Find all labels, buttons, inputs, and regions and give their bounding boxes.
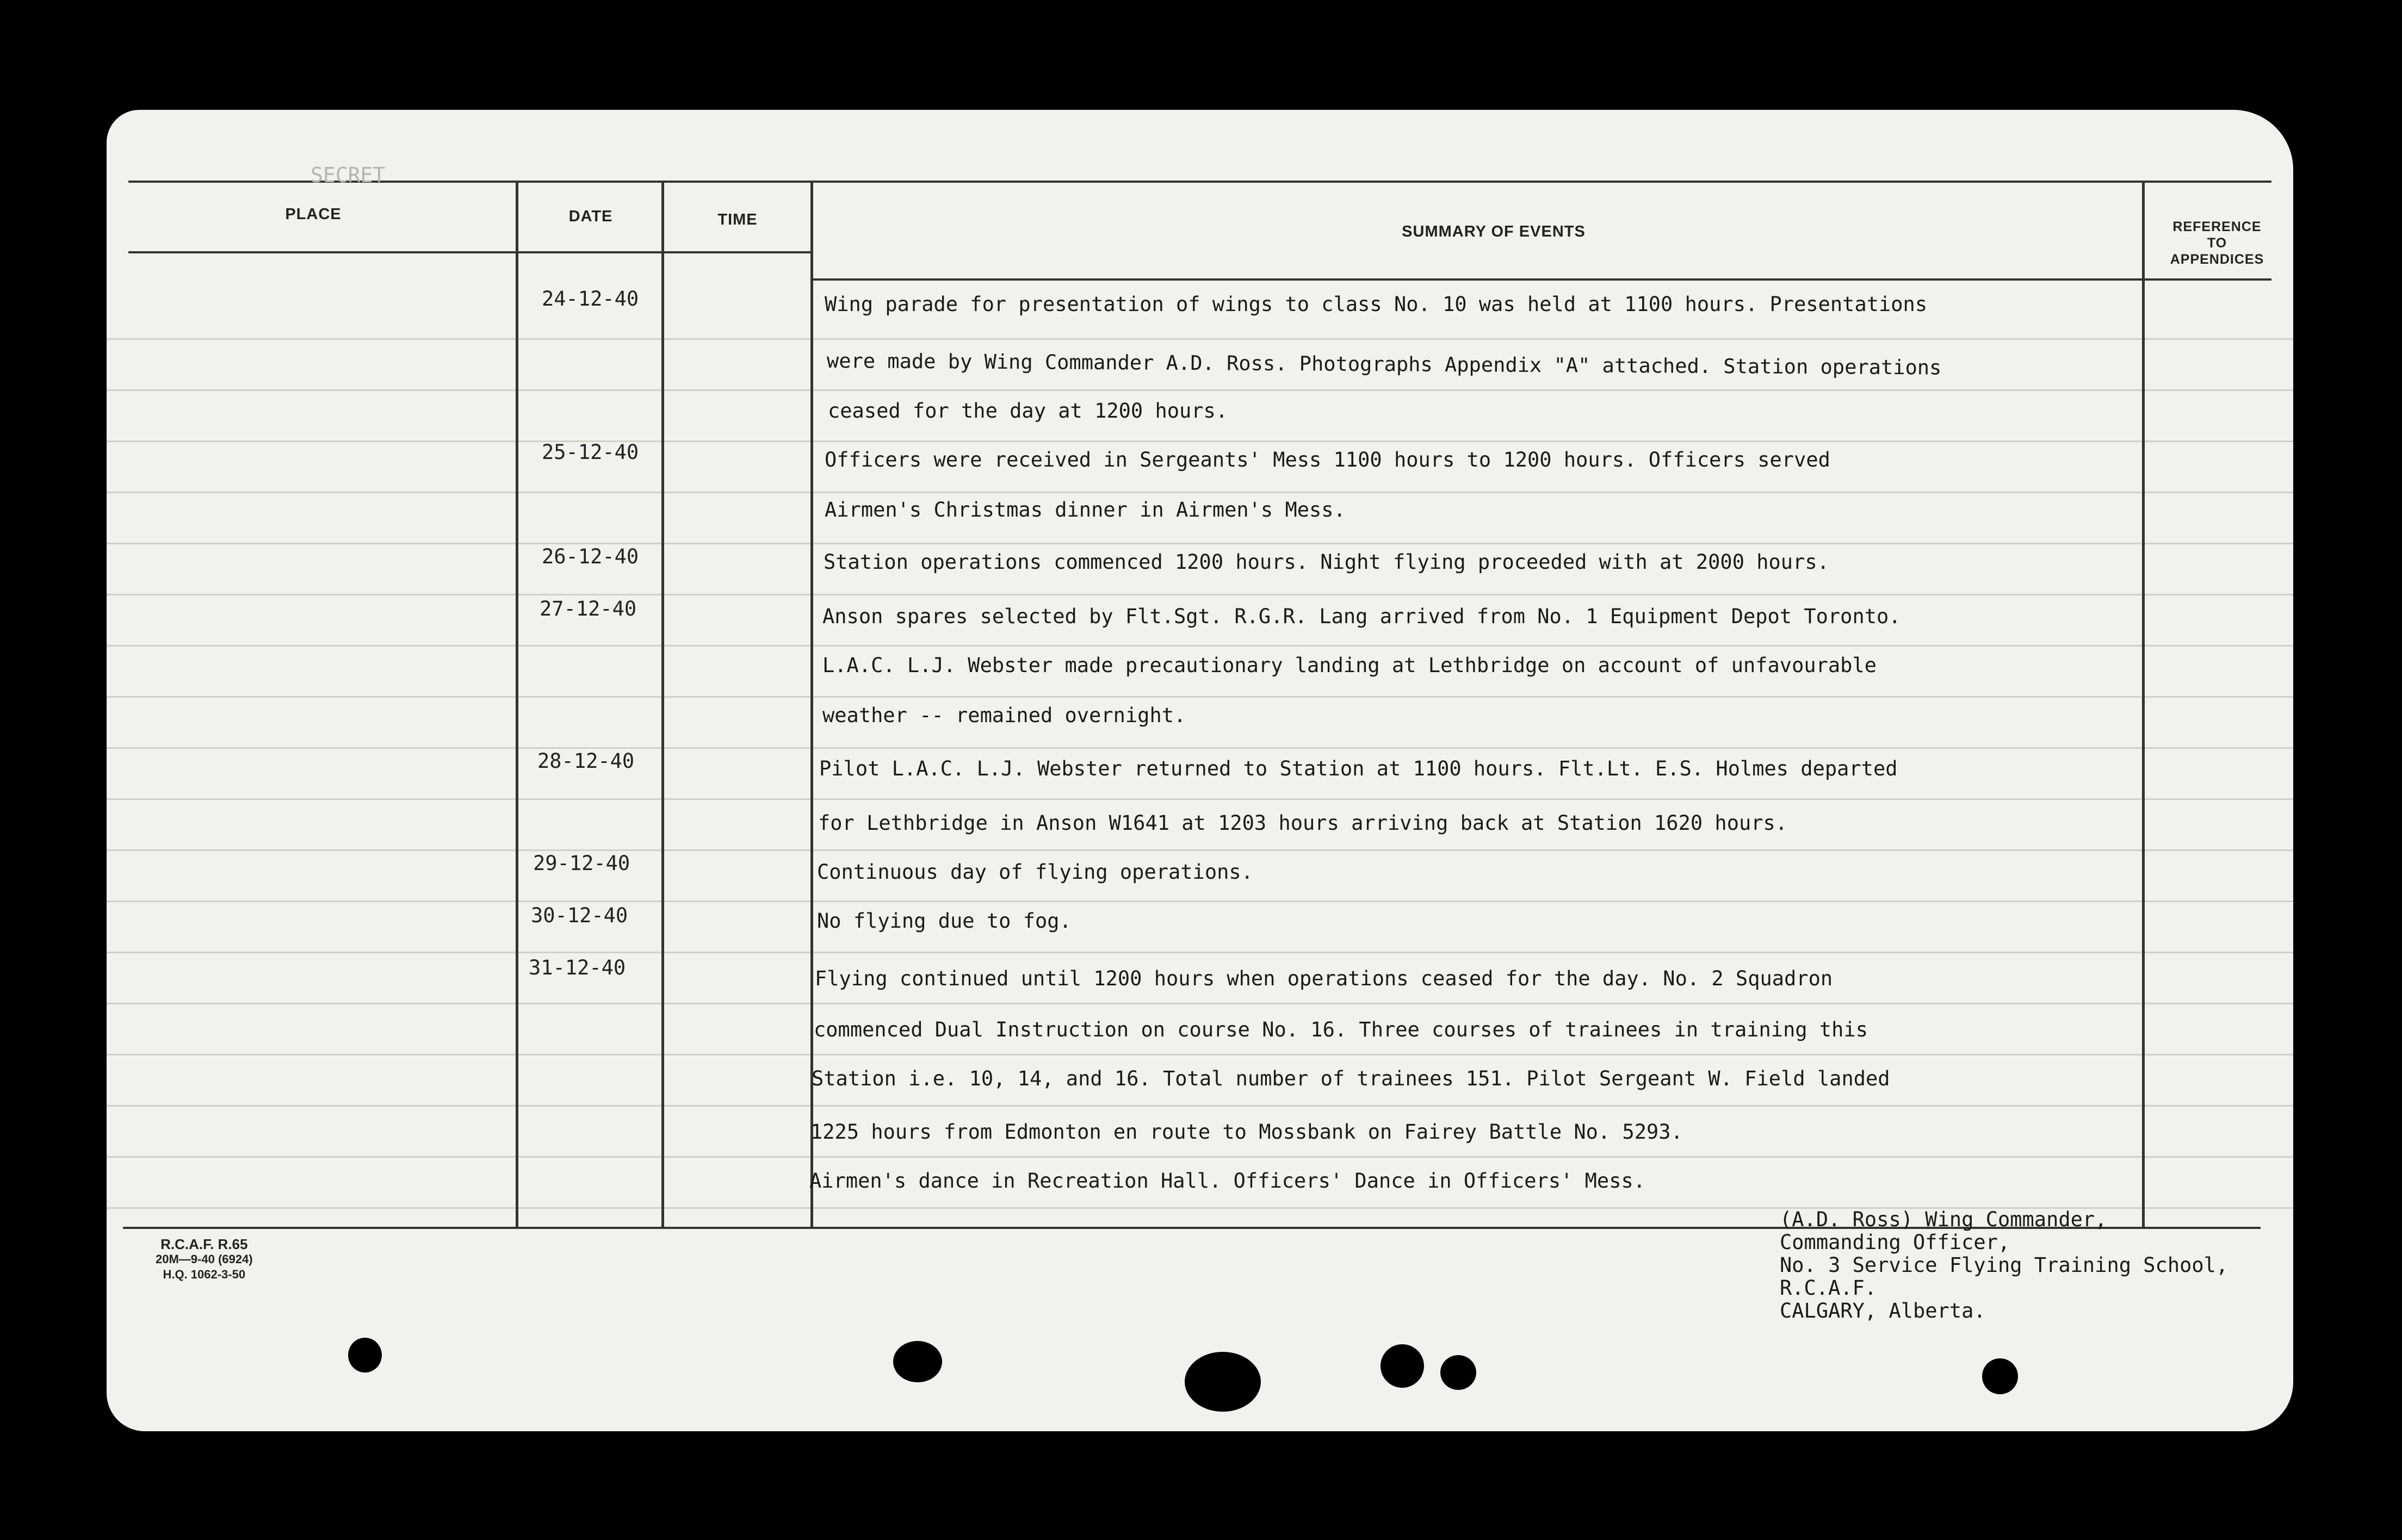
entry-date: 30-12-40 bbox=[531, 904, 628, 927]
summary-line: Airmen's dance in Recreation Hall. Officers' Dance in Officers' Mess. bbox=[809, 1169, 1646, 1193]
ruled-line bbox=[107, 798, 2293, 800]
secret-stamp: SECRET bbox=[311, 163, 386, 187]
summary-line: ceased for the day at 1200 hours. bbox=[828, 399, 1228, 423]
summary-line: L.A.C. L.J. Webster made precautionary landing at Lethbridge on account of unfavourable bbox=[822, 654, 1877, 677]
entry-date: 26-12-40 bbox=[542, 545, 639, 568]
signature-line: CALGARY, Alberta. bbox=[1780, 1299, 1986, 1322]
header-date: DATE bbox=[568, 208, 613, 225]
header-bottom-rule-summary bbox=[810, 278, 2142, 281]
signature-line: (A.D. Ross) Wing Commander, bbox=[1780, 1208, 2107, 1231]
summary-line: Anson spares selected by Flt.Sgt. R.G.R. Lang arrived from No. 1 Equipment Depot Toronto. bbox=[822, 605, 1901, 628]
ruled-line bbox=[107, 1105, 2293, 1107]
punch-hole bbox=[1380, 1344, 1424, 1388]
signature-line: No. 3 Service Flying Training School, bbox=[1780, 1253, 2228, 1277]
ruled-line bbox=[107, 594, 2293, 595]
ruled-line bbox=[107, 645, 2293, 647]
entry-date: 28-12-40 bbox=[537, 749, 635, 773]
signature-line: R.C.A.F. bbox=[1780, 1276, 1877, 1300]
ruled-line bbox=[107, 696, 2293, 698]
logbook-page bbox=[107, 110, 2293, 1431]
summary-line: Officers were received in Sergeants' Mess 1100 hours to 1200 hours. Officers served bbox=[825, 448, 1830, 471]
header-reference-line1: REFERENCE bbox=[2172, 219, 2262, 234]
summary-line: Continuous day of flying operations. bbox=[817, 860, 1253, 884]
summary-line: Flying continued until 1200 hours when operations ceased for the day. No. 2 Squadron bbox=[815, 967, 1833, 990]
entry-date: 29-12-40 bbox=[533, 852, 630, 875]
ruled-line bbox=[107, 543, 2293, 544]
header-top-rule bbox=[128, 181, 2271, 183]
ruled-line bbox=[107, 338, 2293, 340]
ruled-line bbox=[107, 492, 2293, 493]
punch-hole bbox=[348, 1338, 382, 1373]
column-divider-place-date bbox=[516, 181, 518, 1227]
form-number-line2: 20M—9-40 (6924) bbox=[156, 1252, 253, 1266]
header-bottom-rule-ref bbox=[2142, 278, 2271, 281]
summary-line: No flying due to fog. bbox=[817, 909, 1072, 933]
punch-hole bbox=[893, 1341, 942, 1382]
form-number bbox=[156, 1237, 253, 1282]
entry-date: 24-12-40 bbox=[542, 287, 639, 311]
punch-hole bbox=[1185, 1352, 1261, 1412]
form-number-line3: H.Q. 1062-3-50 bbox=[163, 1268, 246, 1281]
header-summary-of-events: SUMMARY OF EVENTS bbox=[1402, 223, 1586, 240]
summary-line: were made by Wing Commander A.D. Ross. Photographs Appendix "A" attached. Station operations bbox=[826, 349, 1942, 380]
header-time: TIME bbox=[717, 211, 758, 228]
signature-line: Commanding Officer, bbox=[1780, 1231, 2010, 1254]
ruled-line bbox=[107, 952, 2293, 953]
ruled-line bbox=[107, 901, 2293, 902]
header-reference-line2: TO bbox=[2207, 235, 2227, 251]
ruled-line bbox=[107, 1003, 2293, 1004]
summary-line: weather -- remained overnight. bbox=[822, 704, 1186, 727]
header-bottom-rule-left bbox=[128, 251, 810, 253]
entry-date: 27-12-40 bbox=[540, 597, 637, 620]
signature-block bbox=[1780, 1208, 2228, 1322]
summary-line: 1225 hours from Edmonton en route to Mossbank on Fairey Battle No. 5293. bbox=[810, 1120, 1683, 1144]
form-number-line1: R.C.A.F. R.65 bbox=[160, 1236, 248, 1252]
ruled-line bbox=[107, 1054, 2293, 1055]
punch-hole bbox=[1982, 1358, 2018, 1394]
summary-line: Station operations commenced 1200 hours. Night flying proceeded with at 2000 hours. bbox=[824, 550, 1829, 574]
entry-date: 25-12-40 bbox=[542, 440, 639, 464]
header-place: PLACE bbox=[285, 206, 342, 223]
summary-line: Station i.e. 10, 14, and 16. Total number of trainees 151. Pilot Sergeant W. Field landed bbox=[812, 1067, 1890, 1090]
summary-line: Pilot L.A.C. L.J. Webster returned to Station at 1100 hours. Flt.Lt. E.S. Holmes departed bbox=[819, 757, 1898, 780]
ruled-line bbox=[107, 389, 2293, 391]
ruled-line bbox=[107, 849, 2293, 851]
summary-line: Wing parade for presentation of wings to class No. 10 was held at 1100 hours. Presentations bbox=[825, 293, 1928, 316]
summary-line: commenced Dual Instruction on course No. 16. Three courses of trainees in training this bbox=[814, 1018, 1868, 1041]
ruled-line bbox=[107, 747, 2293, 749]
summary-line: Airmen's Christmas dinner in Airmen's Mess. bbox=[825, 498, 1346, 521]
header-reference-to-appendices bbox=[2152, 219, 2282, 268]
ruled-line bbox=[107, 1156, 2293, 1158]
ruled-line bbox=[107, 440, 2293, 442]
header-reference-line3: APPENDICES bbox=[2170, 252, 2264, 267]
summary-line: for Lethbridge in Anson W1641 at 1203 hours arriving back at Station 1620 hours. bbox=[818, 811, 1788, 835]
entry-date: 31-12-40 bbox=[529, 956, 626, 979]
punch-hole bbox=[1440, 1355, 1476, 1390]
column-divider-date-time bbox=[661, 181, 664, 1227]
column-divider-summary-reference bbox=[2142, 181, 2145, 1227]
